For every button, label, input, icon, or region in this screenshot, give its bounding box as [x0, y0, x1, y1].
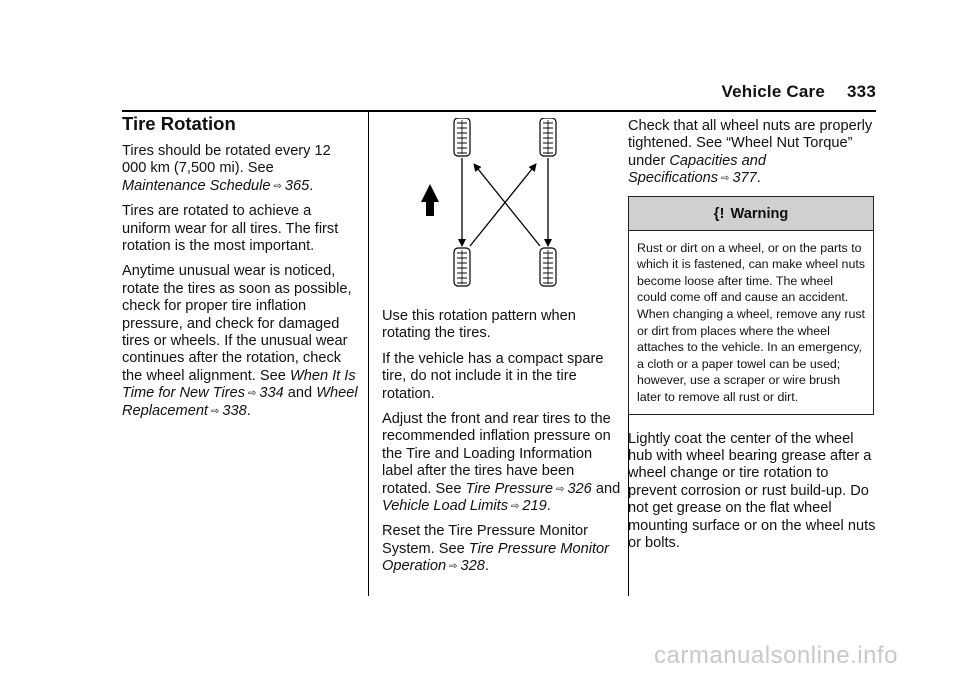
paragraph — [382, 411, 622, 515]
xref-link[interactable]: Maintenance Schedule — [122, 177, 271, 194]
warning-text: Rust or dirt on a wheel, or on the parts to which it is fastened, can make wheel nuts become loose after time. The wheel could come off and cause an accident. When changing a wheel, remove any rust or dirt from places where the wheel attaches to the vehicle. In an emergency, a cloth or a paper towel can be used; however, use a scraper or wire brush later to remove all rust or dirt. — [637, 240, 865, 404]
xref-page[interactable]: 328 — [460, 558, 485, 575]
page-ref-icon: ⇨ — [449, 561, 458, 573]
xref-page[interactable]: 377 — [732, 170, 757, 187]
xref-link[interactable]: Tire Pressure — [465, 480, 554, 497]
xref-link[interactable]: Wheel Replacement — [122, 385, 358, 419]
tire-rotation-diagram — [420, 118, 570, 294]
text: Check that all wheel nuts are properly tightened. See “Wheel Nut Torque” under — [628, 118, 873, 169]
xref-link[interactable]: When It Is Time for New Tires — [122, 367, 356, 402]
xref-link[interactable]: Vehicle Load Limits — [382, 498, 509, 515]
text: . — [546, 498, 551, 515]
tire-rear-right — [540, 248, 556, 286]
warning-icon: {! — [713, 204, 725, 222]
page-number: 333 — [847, 82, 876, 101]
text: Tires should be rotated every 12 000 km (7,500 mi). See — [122, 143, 331, 177]
page-ref-icon: ⇨ — [511, 501, 520, 513]
tire-front-right — [540, 118, 556, 156]
paragraph — [122, 143, 358, 195]
column-divider-1 — [368, 112, 369, 596]
watermark: carmanualsonline.info — [654, 642, 898, 669]
text: . — [756, 170, 761, 187]
page-ref-icon: ⇨ — [721, 173, 730, 185]
page-header — [722, 82, 877, 102]
arrow-rear-right-to-front-left — [474, 164, 540, 246]
text: . — [309, 177, 314, 194]
paragraph — [122, 263, 358, 420]
xref-page[interactable]: 326 — [567, 480, 592, 497]
paragraph: Lightly coat the center of the wheel hub with wheel bearing grease after a wheel change or tire rotation to prevent corrosion or rust build-up. Do not get grease on the flat wheel mounting surface or on the wheel nuts or bolts. — [628, 430, 876, 551]
warning-header — [629, 197, 873, 231]
xref-page[interactable]: 334 — [259, 385, 284, 402]
text: . — [484, 558, 489, 575]
header-section: Vehicle Care — [721, 82, 826, 101]
xref-page[interactable]: 365 — [284, 177, 310, 194]
vehicle-front-arrow-icon — [421, 184, 439, 216]
arrow-rear-left-to-front-right — [470, 164, 536, 246]
page-ref-icon: ⇨ — [556, 483, 565, 495]
paragraph — [628, 118, 878, 188]
paragraph: If the vehicle has a compact spare tire, do not include it in the tire rotation. — [382, 350, 604, 402]
tire-front-left — [454, 118, 470, 156]
column-2 — [382, 308, 622, 584]
column-3 — [628, 118, 878, 560]
warning-body — [629, 231, 873, 414]
tire-rear-left — [454, 248, 470, 286]
warning-title: Warning — [730, 205, 789, 222]
xref-link[interactable]: Capacities and Specifications — [628, 152, 766, 187]
xref-link[interactable]: Tire Pressure Monitor Operation — [382, 540, 609, 575]
page-ref-icon: ⇨ — [248, 388, 257, 400]
page-ref-icon: ⇨ — [273, 180, 282, 192]
paragraph — [382, 523, 622, 575]
text: Reset the Tire Pressure Monitor System. See — [382, 523, 589, 557]
paragraph: Tires are rotated to achieve a uniform wear for all tires. The first rotation is the most important. — [122, 203, 339, 255]
text: Anytime unusual wear is noticed, rotate the tires as soon as possible, check for proper tire inflation pressure, and check for damaged tires or wheels. If the unusual wear continues after the rotation, check the wheel alignment. See — [122, 263, 352, 384]
text: Adjust the front and rear tires to the recommended inflation pressure on the Tire and Loading Information label after the tires have been rotated. See — [382, 411, 611, 497]
text: and — [591, 480, 621, 497]
column-1 — [122, 112, 358, 428]
warning-box — [628, 196, 874, 415]
xref-page[interactable]: 338 — [222, 402, 247, 419]
text: . — [246, 402, 251, 419]
section-title: Tire Rotation — [122, 113, 236, 134]
xref-page[interactable]: 219 — [522, 498, 547, 515]
text: and — [283, 385, 317, 402]
page-ref-icon: ⇨ — [211, 405, 220, 417]
paragraph: Use this rotation pattern when rotating the tires. — [382, 308, 576, 342]
